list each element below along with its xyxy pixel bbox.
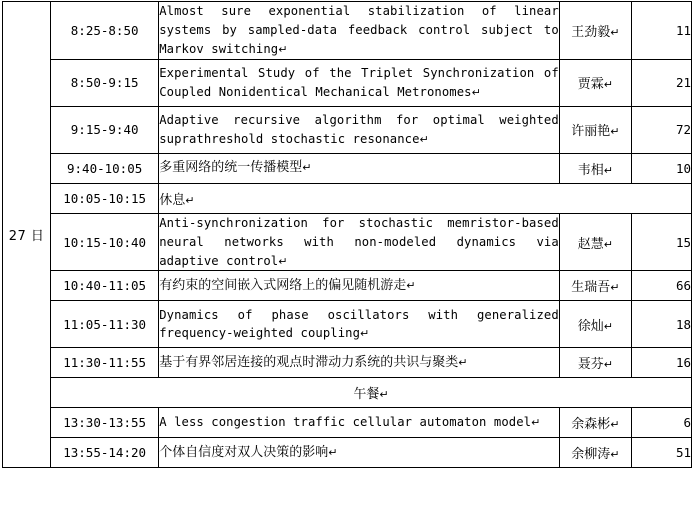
- table-row-lunch: [3, 378, 692, 408]
- number-value: 18: [675, 316, 691, 332]
- table-row: [3, 153, 692, 183]
- time-cell: [51, 271, 159, 301]
- table-row: [3, 438, 692, 468]
- paragraph-mark-icon: ↵: [278, 254, 288, 268]
- table-row: [3, 271, 692, 301]
- title-cell: [159, 348, 560, 378]
- number-value: 21: [675, 75, 691, 91]
- time-cell: [51, 348, 159, 378]
- title-cell: [159, 213, 560, 271]
- paragraph-mark-icon: ↵: [610, 448, 620, 462]
- paragraph-mark-icon: ↵: [471, 85, 481, 99]
- time-value: 9:15-9:40: [70, 122, 139, 138]
- author-name: 余森彬: [571, 417, 611, 433]
- table-row: [3, 408, 692, 438]
- time-value: 11:05-11:30: [63, 316, 147, 332]
- title-cell: [159, 408, 560, 438]
- time-cell: [51, 183, 159, 213]
- number-cell: [631, 2, 691, 60]
- time-value: 11:30-11:55: [63, 355, 147, 371]
- author-cell: [559, 438, 631, 468]
- number-cell: [631, 213, 691, 271]
- time-value: 9:40-10:05: [67, 160, 143, 176]
- number-cell: [631, 408, 691, 438]
- author-name: 余柳涛: [571, 447, 611, 463]
- time-value: 10:15-10:40: [63, 234, 147, 250]
- paragraph-mark-icon: ↵: [278, 42, 288, 56]
- title-cell: [159, 153, 560, 183]
- number-value: 66: [675, 278, 691, 294]
- paragraph-mark-icon: ↵: [419, 132, 429, 146]
- break-label-cell: [159, 183, 692, 213]
- number-cell: [631, 301, 691, 348]
- title-text: A less congestion traffic cellular automaton model: [159, 415, 532, 430]
- title-cell: [159, 301, 560, 348]
- paragraph-mark-icon: ↵: [603, 163, 613, 177]
- title-cell: [159, 59, 560, 106]
- table-row: [3, 301, 692, 348]
- time-cell: [51, 106, 159, 153]
- number-value: 51: [675, 445, 691, 461]
- day-label-cell: [3, 2, 51, 468]
- number-value: 10: [675, 160, 691, 176]
- paragraph-mark-icon: ↵: [610, 418, 620, 432]
- paragraph-mark-icon: ↵: [603, 237, 613, 251]
- title-text: Experimental Study of the Triplet Synchronization of Coupled Nonidentical Mechanical Metronomes: [159, 65, 559, 99]
- title-text: Anti-synchronization for stochastic memristor-based neural networks with non-modeled dynamics via adaptive control: [159, 215, 559, 268]
- paragraph-mark-icon: ↵: [328, 445, 338, 459]
- lunch-label: 午餐: [353, 387, 380, 403]
- author-name: 聂芬: [577, 357, 604, 373]
- title-cell: [159, 106, 560, 153]
- time-cell: [51, 408, 159, 438]
- time-cell: [51, 301, 159, 348]
- paragraph-mark-icon: ↵: [406, 278, 416, 292]
- number-cell: [631, 59, 691, 106]
- number-cell: [631, 271, 691, 301]
- author-cell: [559, 59, 631, 106]
- table-row: [3, 2, 692, 60]
- title-text: Adaptive recursive algorithm for optimal weighted suprathreshold stochastic resonance: [159, 112, 559, 146]
- number-value: 16: [675, 355, 691, 371]
- author-cell: [559, 408, 631, 438]
- title-cell: [159, 271, 560, 301]
- time-value: 13:55-14:20: [63, 445, 147, 461]
- paragraph-mark-icon: ↵: [531, 416, 541, 430]
- table-row: [3, 348, 692, 378]
- time-cell: [51, 438, 159, 468]
- paragraph-mark-icon: ↵: [185, 193, 195, 207]
- number-cell: [631, 153, 691, 183]
- author-name: 许丽艳: [571, 124, 611, 140]
- lunch-label-cell: [51, 378, 692, 408]
- paragraph-mark-icon: ↵: [610, 125, 620, 139]
- number-value: 6: [683, 415, 691, 431]
- author-cell: [559, 213, 631, 271]
- time-cell: [51, 153, 159, 183]
- paragraph-mark-icon: ↵: [302, 161, 312, 175]
- author-name: 贾霖: [577, 77, 604, 93]
- title-text: 基于有界邻居连接的观点时滞动力系统的共识与聚类: [159, 354, 459, 370]
- number-cell: [631, 106, 691, 153]
- author-cell: [559, 106, 631, 153]
- title-text: Dynamics of phase oscillators with generalized frequency-weighted coupling: [159, 307, 559, 341]
- author-cell: [559, 2, 631, 60]
- number-value: 15: [675, 234, 691, 250]
- paragraph-mark-icon: ↵: [603, 78, 613, 92]
- title-cell: [159, 2, 560, 60]
- time-cell: [51, 2, 159, 60]
- author-name: 王劲毅: [571, 24, 611, 40]
- author-cell: [559, 348, 631, 378]
- time-cell: [51, 213, 159, 271]
- number-cell: [631, 348, 691, 378]
- schedule-table-body: [3, 2, 692, 468]
- author-name: 赵慧: [577, 236, 604, 252]
- title-text: Almost sure exponential stabilization of linear systems by sampled-data feedback control subject to Markov switching: [159, 4, 559, 56]
- number-value: 72: [675, 122, 691, 138]
- paragraph-mark-icon: ↵: [610, 281, 620, 295]
- paragraph-mark-icon: ↵: [610, 25, 620, 39]
- time-value: 10:05-10:15: [63, 190, 147, 206]
- table-row: [3, 106, 692, 153]
- paragraph-mark-icon: ↵: [379, 388, 389, 402]
- table-row-break: [3, 183, 692, 213]
- paragraph-mark-icon: ↵: [360, 327, 370, 341]
- time-value: 8:50-9:15: [70, 75, 139, 91]
- schedule-table: [2, 1, 692, 468]
- break-label: 休息: [159, 192, 186, 208]
- title-text: 有约束的空间嵌入式网络上的偏见随机游走: [159, 277, 407, 293]
- time-cell: [51, 59, 159, 106]
- paragraph-mark-icon: ↵: [458, 355, 468, 369]
- time-value: 10:40-11:05: [63, 278, 147, 294]
- paragraph-mark-icon: ↵: [603, 319, 613, 333]
- author-cell: [559, 271, 631, 301]
- author-name: 徐灿: [577, 318, 604, 334]
- author-cell: [559, 153, 631, 183]
- author-name: 生瑞吾: [571, 280, 611, 296]
- number-value: 11: [675, 22, 691, 38]
- paragraph-mark-icon: ↵: [603, 358, 613, 372]
- time-value: 8:25-8:50: [70, 22, 139, 38]
- author-cell: [559, 301, 631, 348]
- table-row: [3, 213, 692, 271]
- title-cell: [159, 438, 560, 468]
- time-value: 13:30-13:55: [63, 415, 147, 431]
- title-text: 多重网络的统一传播模型: [159, 160, 303, 176]
- author-name: 韦相: [577, 162, 604, 178]
- schedule-document: [0, 1, 695, 520]
- title-text: 个体自信度对双人决策的影响: [159, 444, 329, 460]
- day-label: 27 日: [8, 229, 45, 245]
- number-cell: [631, 438, 691, 468]
- table-row: [3, 59, 692, 106]
